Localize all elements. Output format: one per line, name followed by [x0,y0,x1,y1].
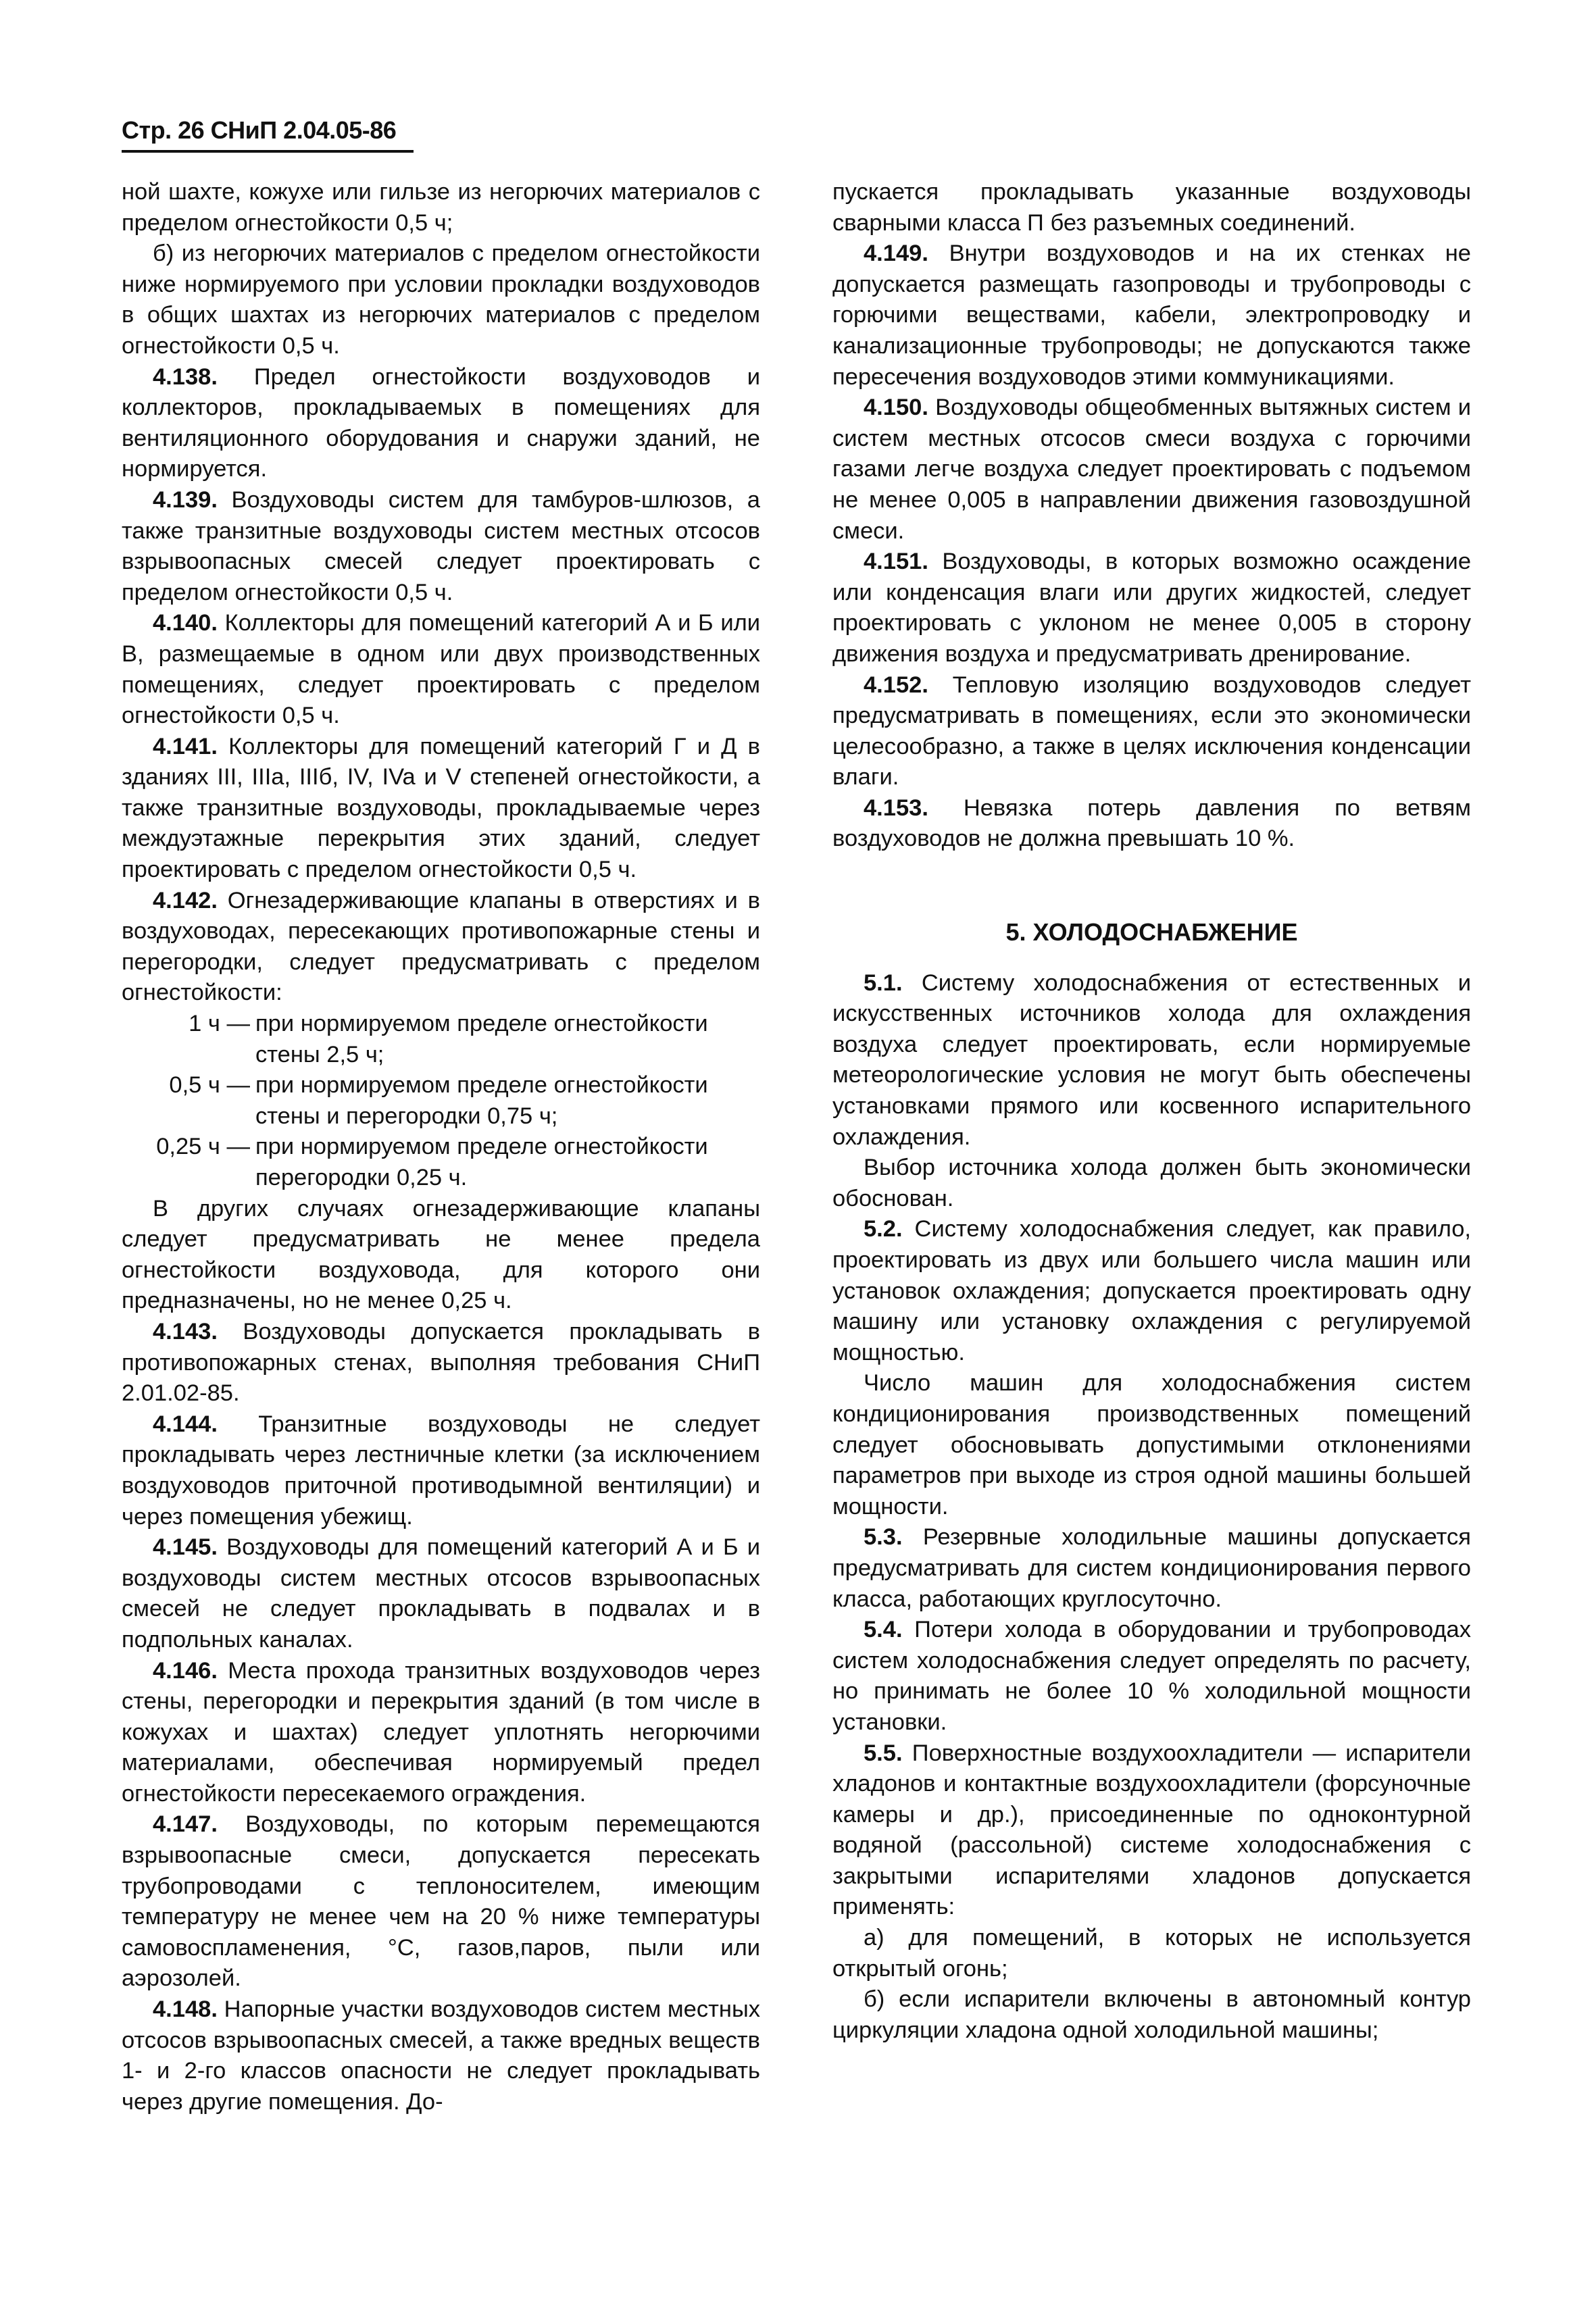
clause-4-141 [122,732,760,886]
clause-number: 4.149. [864,241,928,267]
clause-number: 4.143. [153,1318,218,1344]
clause-text: Коллекторы для помещений категорий Г и Д в зданиях III, IIIa, IIIб, IV, IVa и V степеней огнестойкости, а также транзитные воздуховоды, прокладываемые через междуэтажные перекрытия этих зданий, следует проектировать с пределом огнестойкости 0,5 ч. [122,733,760,883]
clause-number: 4.150. [864,395,928,421]
clause-4-139 [122,485,760,608]
clause-number: 4.152. [864,672,928,698]
clause-number: 4.142. [153,887,218,913]
list-item [122,1132,760,1193]
clause-4-146 [122,1656,760,1810]
paragraph: Число машин для холодоснабжения систем кондиционирования производственных помещений следует обосновывать допустимыми отклонениями параметров при выходе из строя одной машины большей мощности. [832,1370,1471,1519]
clause-5-4 [832,1615,1471,1738]
clause-number: 4.147. [153,1811,218,1838]
clause-text: Тепловую изоляцию воздуховодов следует предусматривать в помещениях, если это экономически целесообразно, а также в целях исключения конденсации влаги. [832,672,1471,790]
clause-text: Воздуховоды, по которым перемещаются взрывоопасные смеси, допускается пересекать трубопроводами с теплоносителем, имеющим температуру не менее чем на 20 % ниже температуры самовоспламенения, °С, газов,паров, пыли или аэрозолей. [122,1811,760,1992]
clause-5-2 [832,1214,1471,1368]
clause-number: 4.140. [153,610,218,636]
clause-4-152 [832,670,1471,793]
paragraph: пускается прокладывать указанные воздуховоды сварными класса П без разъемных соединений. [832,179,1471,236]
clause-text: Воздуховоды для помещений категорий А и Б и воздуховоды систем местных отсосов взрывоопасных смесей не следует прокладывать в подвалах и в подпольных каналах. [122,1534,761,1653]
clause-4-140 [122,608,760,731]
limit-text: при нормируемом пределе огнестойкости стены и перегородки 0,75 ч; [255,1072,708,1129]
clause-text: Потери холода в оборудовании и трубопроводах систем холодоснабжения следует определять по расчету, но принимать не более 10 % холодильной мощности установки. [832,1617,1471,1735]
clause-4-143 [122,1317,760,1409]
paragraph: В других случаях огнезадерживающие клапаны следует предусматривать не менее предела огнестойкости воздуховода, для которого они предназначены, но не менее 0,25 ч. [122,1195,760,1314]
page-header: Стр. 26 СНиП 2.04.05-86 [122,116,397,144]
clause-number: 4.139. [153,486,218,513]
clause-number: 5.2. [864,1216,903,1242]
clause-text: Воздуховоды общеобменных вытяжных систем и систем местных отсосов смеси воздуха с горючими газами легче воздуха следует проектировать с подъемом не менее 0,005 в направлении движения газовоздушной смеси. [832,395,1472,544]
clause-number: 4.151. [864,549,928,575]
clause-number: 4.138. [153,363,218,390]
clause-number: 5.4. [864,1617,903,1643]
clause-number: 4.141. [153,733,218,759]
header-rule [122,150,414,153]
limit-value: 0,5 ч — [169,1072,250,1099]
clause-number: 4.144. [153,1411,218,1437]
limit-text: при нормируемом пределе огнестойкости перегородки 0,25 ч. [255,1134,708,1190]
clause-text: Систему холодоснабжения следует, как правило, проектировать из двух или большего числа машин или установок охлаждения; допускается проектировать одну машину или установку охлаждения с регулируемой мощностью. [832,1216,1471,1365]
clause-4-147 [122,1809,760,1994]
clause-text: Огнезадерживающие клапаны в отверстиях и в воздуховодах, пересекающих противопожарные стены и перегородки, следует предусматривать с пределом огнестойкости: [122,887,760,1006]
limit-value: 0,25 ч — [156,1134,250,1160]
clause-5-5 [832,1738,1471,1923]
section-title: 5. ХОЛОДОСНАБЖЕНИЕ [1005,918,1298,947]
paragraph: б) из негорючих материалов с пределом огнестойкости ниже нормируемого при условии прокладки воздуховодов в общих шахтах из негорючих материалов с пределом огнестойкости 0,5 ч. [122,241,760,359]
clause-4-151 [832,547,1471,670]
clause-number: 4.153. [864,795,928,821]
clause-text: Транзитные воздуховоды не следует прокладывать через лестничные клетки (за исключением воздуховодов приточной противодымной вентиляции) и через помещения убежищ. [122,1411,760,1530]
clause-text: Места прохода транзитных воздуховодов через стены, перегородки и перекрытия зданий (в том числе в кожухах и шахтах) следует уплотнять негорючими материалами, обеспечивая нормируемый предел огнестойкости пересекаемого ограждения. [122,1657,760,1807]
clause-4-148 [122,1994,760,2117]
clause-number: 4.148. [153,1996,218,2023]
limit-text: при нормируемом пределе огнестойкости стены 2,5 ч; [255,1011,708,1067]
clause-text: Систему холодоснабжения от естественных и искусственных источников холода для охлаждения воздуха следует проектировать, если нормируемые метеорологические условия не могут быть обеспечены установками прямого или косвенного испарительного охлаждения. [832,970,1472,1150]
clause-text: Предел огнестойкости воздуховодов и коллекторов, прокладываемых в помещениях для вентиляционного оборудования и снаружи зданий, не нормируется. [122,363,760,482]
paragraph: Выбор источника холода должен быть экономически обоснован. [832,1155,1471,1211]
limit-value: 1 ч — [189,1011,250,1037]
clause-text: Коллекторы для помещений категорий А и Б или В, размещаемые в одном или двух производственных помещениях, следует проектировать с пределом огнестойкости 0,5 ч. [122,610,760,729]
clause-number: 5.3. [864,1524,903,1551]
spacer [832,948,1471,968]
list-item-a: а) для помещений, в которых не используется открытый огонь; [832,1925,1471,1982]
list-item-b: б) если испарители включены в автономный контур циркуляции хладона одной холодильной машины; [832,1986,1471,2043]
clause-number: 5.5. [864,1740,903,1766]
clause-number: 4.145. [153,1534,218,1561]
clause-4-138 [122,362,760,485]
right-column [832,177,1471,2046]
clause-text: Невязка потерь давления по ветвям воздуховодов не должна превышать 10 %. [832,795,1471,852]
list-item [122,1070,760,1132]
spacer [832,855,1471,917]
clause-4-153 [832,793,1471,855]
clause-text: Воздуховоды систем для тамбуров-шлюзов, а также транзитные воздуховоды систем местных отсосов взрывоопасных смесей следует проектировать с пределом огнестойкости 0,5 ч. [122,486,760,605]
clause-number: 4.146. [153,1657,218,1684]
fire-resistance-list [122,1009,760,1194]
clause-number: 5.1. [864,970,903,996]
clause-text: Поверхностные воздухоохладители — испарители хладонов и контактные воздухоохладители (форсуночные камеры и др.), присоединенные по одноконтурной водяной (рассольной) системе холодоснабжения с закрытыми испарителями хладонов допускается применять: [832,1740,1472,1920]
left-column [122,177,760,2117]
clause-text: Воздуховоды, в которых возможно осаждение или конденсация влаги или других жидкостей, следует проектировать с уклоном не менее 0,005 в сторону движения воздуха и предусматривать дренирование. [832,549,1472,667]
clause-5-1 [832,968,1471,1153]
clause-4-145 [122,1532,760,1655]
clause-5-3 [832,1522,1471,1615]
clause-text: Воздуховоды допускается прокладывать в противопожарных стенах, выполняя требования СНиП 2.01.02-85. [122,1318,760,1407]
clause-4-142 [122,886,760,1009]
clause-text: Резервные холодильные машины допускается предусматривать для систем кондиционирования первого класса, работающих круглосуточно. [832,1524,1471,1612]
clause-text: Напорные участки воздуховодов систем местных отсосов взрывоопасных смесей, а также вредных веществ 1- и 2-го классов опасности не следует прокладывать через другие помещения. До- [122,1996,760,2115]
clause-4-150 [832,393,1471,547]
clause-4-144 [122,1409,760,1532]
clause-4-149 [832,238,1471,393]
clause-text: Внутри воздуховодов и на их стенках не допускается размещать газопроводы и трубопроводы с горючими веществами, кабели, электропроводку и канализационные трубопроводы; не допускаются также пересечения воздуховодов этими коммуникациями. [832,241,1471,390]
paragraph: ной шахте, кожухе или гильзе из негорючих материалов с пределом огнестойкости 0,5 ч; [122,179,760,236]
list-item [122,1009,760,1070]
